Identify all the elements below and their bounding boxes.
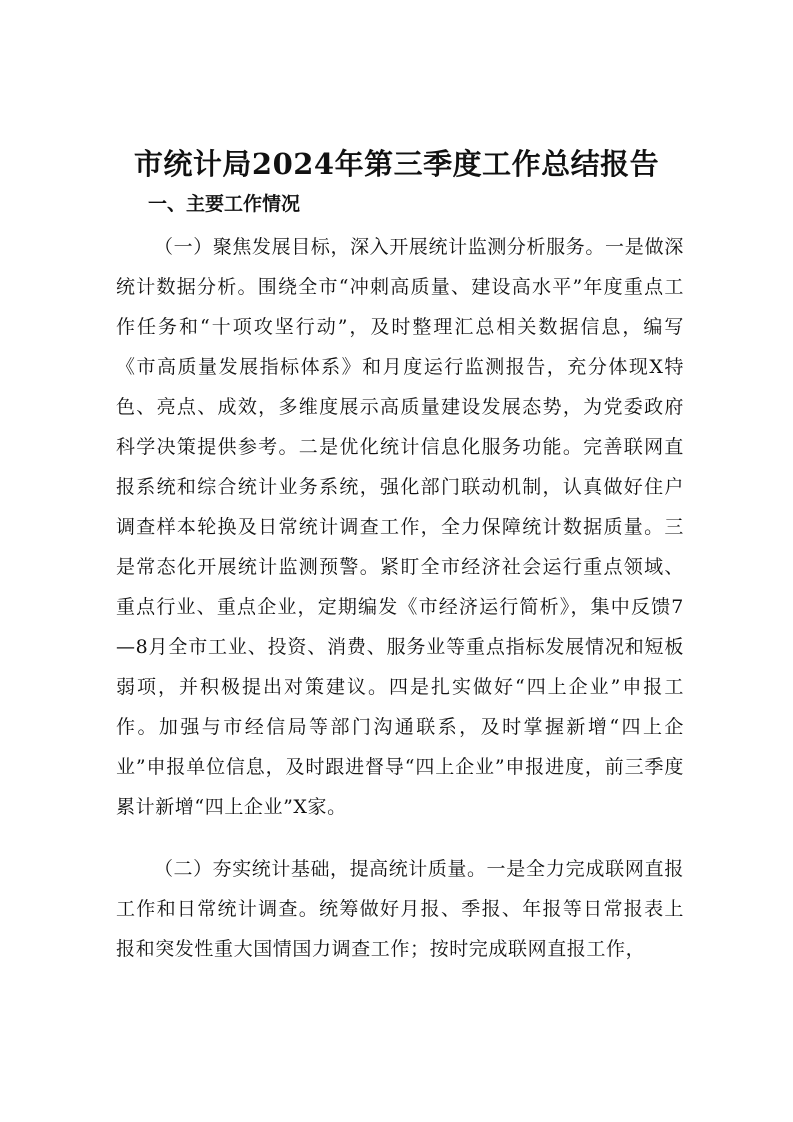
section-heading: 一、主要工作情况 [148,193,301,215]
paragraph-1 [116,227,684,827]
paragraph-2 [116,849,684,969]
paragraph-1-lead: （一）聚焦发展目标，深入开展统计监测分析服务。 [154,236,605,258]
paragraph-1-body: 一是做深统计数据分析。围绕全市“冲刺高质量、建设高水平”年度重点工作任务和“十项攻坚行动”，及时整理汇总相关数据信息，编写《市高质量发展指标体系》和月度运行监测报告，充分体现X特色、亮点、成效，多维度展示高质量建设发展态势，为党委政府科学决策提供参考。二是优化统计信息化服务功能。完善联网直报系统和综合统计业务系统，强化部门联动机制，认真做好住户调查样本轮换及日常统计调查工作，全力保障统计数据质量。三是常态化开展统计监测预警。紧盯全市经济社会运行重点领域、重点行业、重点企业，定期编发《市经济运行简析》，集中反馈7—8月全市工业、投资、消费、服务业等重点指标发展情况和短板弱项，并积极提出对策建议。四是扎实做好“四上企业”申报工作。加强与市经信局等部门沟通联系，及时掌握新增“四上企业”申报单位信息，及时跟进督导“四上企业”申报进度，前三季度累计新增“四上企业”X家。 [116,236,685,818]
document-title: 市统计局2024年第三季度工作总结报告 [133,147,660,181]
paragraph-2-lead: （二）夯实统计基础，提高统计质量。 [154,858,487,880]
paragraph-2-body: 一是全力完成联网直报工作和日常统计调查。统筹做好月报、季报、年报等日常报表上报和突发性重大国情国力调查工作；按时完成联网直报工作， [116,858,684,960]
